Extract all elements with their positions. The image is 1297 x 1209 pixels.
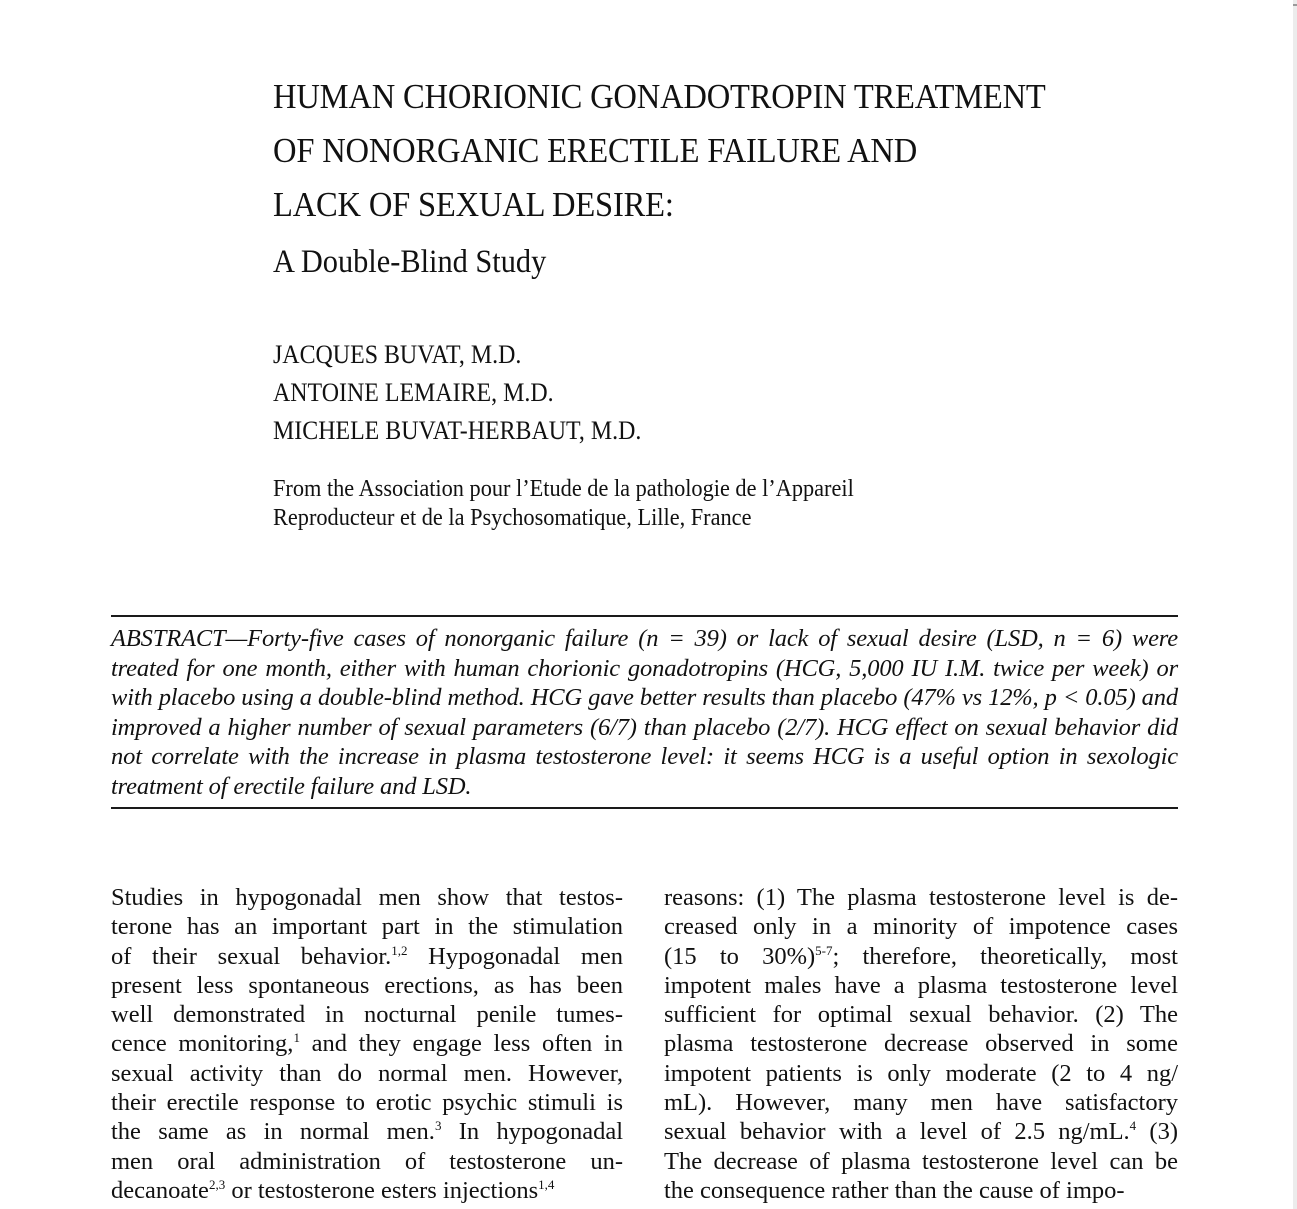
abstract-text: ABSTRACT—Forty-five cases of nonorganic failure (n = 39) or lack of sexual desire (LSD, n = 6) were treated for one month, either with human chorionic gonadotropins (HCG, 5,000 IU I.M. twice per week) or with placebo using a double-blind method. HCG gave better results than placebo (47% vs 12%, p < 0.05) and improved a higher number of sexual parameters (6/7) than placebo (2/7). HCG effect on sexual behavior did not correlate with the increase in plasma testosterone level: it seems HCG is a useful option in sexologic treatment of erectile failure and LSD. <box>111 625 1178 800</box>
body-line <box>664 883 1178 912</box>
author-3: MICHELE BUVAT-HERBAUT, M.D. <box>273 416 642 445</box>
body-line <box>111 1029 623 1058</box>
body-line-text: the consequence rather than the cause of impo- <box>664 1176 1125 1204</box>
body-line <box>111 912 623 941</box>
body-line <box>111 1176 623 1205</box>
body-line <box>111 942 623 971</box>
body-line <box>664 1000 1178 1029</box>
body-line <box>111 1088 623 1117</box>
body-line-text: cence monitoring, <box>111 1030 294 1058</box>
body-line <box>664 971 1178 1000</box>
body-line-text: The decrease of plasma testosterone level can be <box>664 1147 1178 1175</box>
affiliation-line-2: Reproducteur et de la Psychosomatique, Lille, France <box>273 505 752 531</box>
author-list <box>273 336 673 450</box>
body-line-text: reasons: (1) The plasma testosterone level is de- <box>664 884 1178 911</box>
paper-title <box>273 70 1153 232</box>
body-line <box>664 1147 1178 1176</box>
citation-superscript: 3 <box>434 1118 442 1134</box>
scrollbar-thumb[interactable] <box>1293 4 1297 6</box>
citation-superscript: 1 <box>293 1030 300 1046</box>
body-line-text: mL). However, many men have satisfactory <box>664 1089 1178 1117</box>
body-line <box>111 1117 623 1146</box>
affiliation <box>273 475 854 533</box>
body-line-text: men oral administration of testosterone un- <box>111 1147 623 1175</box>
body-line <box>664 942 1178 971</box>
body-line-text: Studies in hypogonadal men show that testos- <box>111 884 623 911</box>
body-line-text: sexual activity than do normal men. However, <box>111 1059 623 1087</box>
title-line-3: LACK OF SEXUAL DESIRE: <box>273 185 674 224</box>
body-line-text: well demonstrated in nocturnal penile tumes- <box>111 1001 623 1029</box>
abstract-box <box>111 615 1178 809</box>
body-line-text: of their sexual behavior. <box>111 942 392 970</box>
citation-superscript: 5-7 <box>815 942 833 958</box>
body-line-text: creased only in a minority of impotence cases <box>664 913 1178 941</box>
citation-superscript: 1,2 <box>391 942 408 958</box>
citation-superscript: 2,3 <box>208 1176 226 1192</box>
body-line-text-continued: Hypogonadal men <box>407 942 623 970</box>
body-line-text: sexual behavior with a level of 2.5 ng/mL. <box>664 1118 1130 1146</box>
body-line <box>664 912 1178 941</box>
citation-superscript: 1,4 <box>538 1176 555 1192</box>
body-line-text-continued: In hypogonadal <box>441 1118 623 1146</box>
body-line <box>664 1029 1178 1058</box>
paper-subtitle: A Double-Blind Study <box>273 244 547 280</box>
body-line-text: impotent males have a plasma testosterone level <box>664 971 1178 999</box>
author-2: ANTOINE LEMAIRE, M.D. <box>273 378 554 407</box>
body-line-text: impotent patients is only moderate (2 to 4 ng/ <box>664 1059 1178 1087</box>
body-line-text: their erectile response to erotic psychic stimuli is <box>111 1089 623 1117</box>
body-line-text-continued: or testosterone esters injections <box>225 1176 539 1204</box>
body-line <box>111 971 623 1000</box>
title-line-2: OF NONORGANIC ERECTILE FAILURE AND <box>273 131 918 170</box>
body-line <box>664 1117 1178 1146</box>
body-line-text: (15 to 30%) <box>664 942 816 970</box>
body-line-text: the same as in normal men. <box>111 1118 435 1146</box>
body-line-text: terone has an important part in the stimulation <box>111 913 623 941</box>
body-line <box>664 1088 1178 1117</box>
body-line <box>664 1176 1178 1205</box>
body-column-left <box>111 883 623 1205</box>
citation-superscript: 4 <box>1129 1118 1137 1134</box>
affiliation-line-1: From the Association pour l’Etude de la pathologie de l’Appareil <box>273 476 854 502</box>
author-1: JACQUES BUVAT, M.D. <box>273 340 522 369</box>
body-line-text-continued: and they engage less often in <box>299 1030 624 1058</box>
title-line-1: HUMAN CHORIONIC GONADOTROPIN TREATMENT <box>273 77 1046 116</box>
body-line <box>111 1059 623 1088</box>
body-column-right <box>664 883 1178 1205</box>
vertical-scrollbar[interactable] <box>1293 0 1297 1209</box>
body-line-text: decanoate <box>111 1176 209 1204</box>
body-line-text: sufficient for optimal sexual behavior. (2) The <box>664 1001 1178 1029</box>
body-line-text-continued: (3) <box>1136 1118 1178 1146</box>
body-line-text: plasma testosterone decrease observed in some <box>664 1030 1178 1058</box>
body-line-text: present less spontaneous erections, as has been <box>111 971 623 999</box>
body-line <box>664 1059 1178 1088</box>
body-line-text-continued: ; therefore, theoretically, most <box>832 942 1178 970</box>
body-line <box>111 1147 623 1176</box>
body-line <box>111 1000 623 1029</box>
body-line <box>111 883 623 912</box>
